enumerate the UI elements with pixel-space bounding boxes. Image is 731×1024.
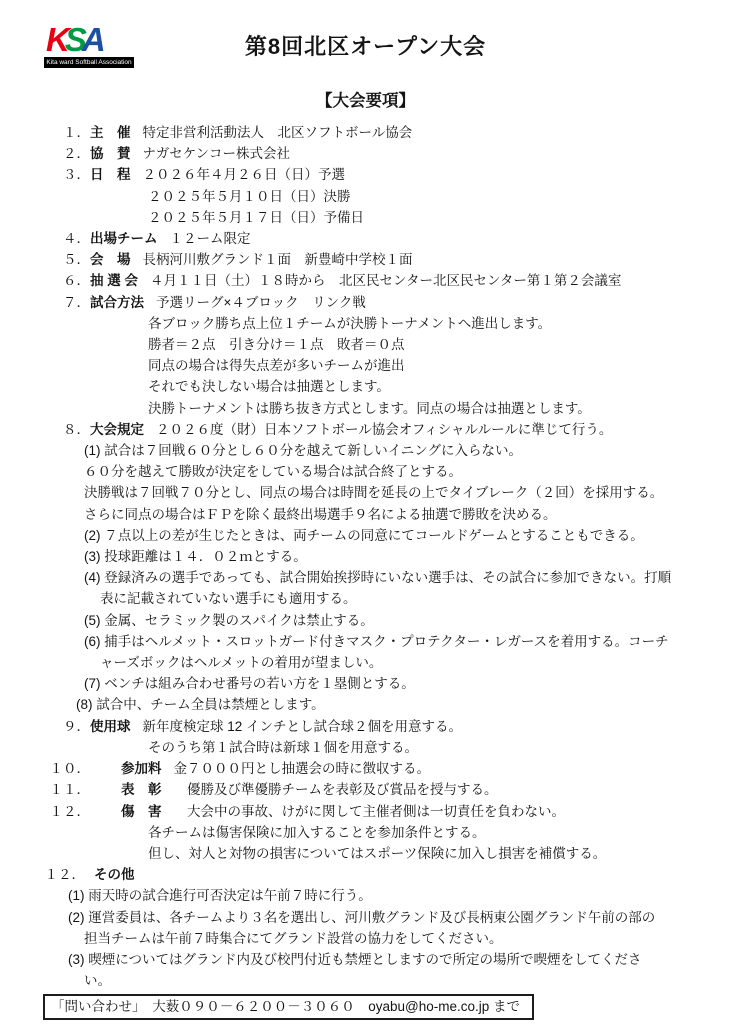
item-text: 特定非営利活動法人 北区ソフトボール協会 <box>142 125 413 140</box>
item-12-injury <box>0 801 731 822</box>
rule-7 <box>0 673 731 694</box>
item-label: 試合方法 <box>90 294 144 310</box>
page-title: 第8回北区オープン大会 <box>244 34 487 59</box>
item-7-method-line-5 <box>0 376 731 397</box>
logo-letters <box>44 21 134 58</box>
item-text: (4) 登録済みの選手であっても、試合開始挨拶時にいない選手は、その試合に参加できない。打順 <box>84 570 672 586</box>
item-7-method-line-4 <box>0 355 731 376</box>
item-number: １０． <box>49 761 90 777</box>
item-6-lottery <box>0 270 731 291</box>
logo-letter-s: S <box>64 21 82 58</box>
item-text: 表に記載されていない選手にも適用する。 <box>100 591 357 607</box>
rule-1-line-2 <box>0 461 731 482</box>
item-number: １． <box>63 125 90 140</box>
item-9-ball-line-2 <box>0 737 731 758</box>
item-number: ２． <box>63 146 90 162</box>
item-text: ６０分を越えて勝敗が決定をしている場合は試合終了とする。 <box>84 464 462 480</box>
item-text: 勝者＝２点 引き分け＝１点 敗者＝０点 <box>148 337 405 353</box>
item-text: ナガセケンコー株式会社 <box>142 146 291 162</box>
rule-4 <box>0 567 731 588</box>
item-text: ４月１１日（土）１８時から 北区民センター北区民センター第１第２会議室 <box>150 273 622 289</box>
item-11-awards <box>0 779 731 800</box>
item-1-organizer <box>0 122 731 143</box>
ksa-logo <box>44 21 134 68</box>
item-text: ２０２６度（財）日本ソフトボール協会オフィシャルルールに準じて行う。 <box>156 421 613 437</box>
rule-4-line-2 <box>0 588 731 609</box>
item-3-schedule-line-2 <box>0 186 731 207</box>
item-label: 抽 選 会 <box>90 273 139 289</box>
rule-8 <box>0 694 731 715</box>
item-label: 会 場 <box>90 252 131 268</box>
other-3-line-2 <box>0 970 731 991</box>
item-number: ７． <box>63 294 90 310</box>
other-3 <box>0 949 731 970</box>
item-text: (1) 雨天時の試合進行可否決定は午前７時に行う。 <box>68 888 372 904</box>
item-text: (3) 投球距離は１４．０２ｍとする。 <box>84 549 307 565</box>
item-number: ４． <box>63 231 90 247</box>
item-number: １１． <box>49 782 90 798</box>
item-7-method-line-6 <box>0 398 731 419</box>
item-text: 担当チームは午前７時集合にてグランド設営の協力をしてください。 <box>84 930 503 946</box>
item-7-method-line-2 <box>0 313 731 334</box>
item-text: 大会中の事故、けがに関して主催者側は一切責任を負わない。 <box>173 803 565 819</box>
item-text: ２０２５年５月１０日（日）決勝 <box>148 188 351 204</box>
item-text: 但し、対人と対物の損害についてはスポーツ保険に加入し損害を補償する。 <box>148 845 607 861</box>
item-text: (2) 運営委員は、各チームより３名を選出し、河川敷グランド及び長柄東公園グランド午前の部の <box>68 909 656 925</box>
item-7-method <box>0 292 731 313</box>
item-text: (1) 試合は７回戦６０分とし６０分を越えて新しいイニングに入らない。 <box>84 443 522 459</box>
contact-box: 「問い合わせ」 大薮０９０－６２００－３０６０ oyabu@ho-me.co.jp まで <box>43 994 534 1020</box>
item-5-venue <box>0 249 731 270</box>
item-text: それでも決しない場合は抽選とします。 <box>148 379 390 395</box>
rule-1-line-4 <box>0 504 731 525</box>
item-text: 決勝戦は７回戦７０分とし、同点の場合は時間を延長の上でタイブレーク（２回）を採用する。 <box>84 485 664 501</box>
rule-1-line-3 <box>0 482 731 503</box>
item-number: ５． <box>63 252 90 268</box>
item-9-ball <box>0 716 731 737</box>
item-number: ８． <box>63 421 90 437</box>
item-number: ６． <box>63 273 90 289</box>
item-text: ２０２６年４月２６日（日）予選 <box>142 167 345 183</box>
item-text: 予選リーグ×４ブロック リンク戦 <box>156 294 366 310</box>
item-text: 金７０００円とし抽選会の時に徴収する。 <box>173 761 430 777</box>
item-10-fee <box>0 758 731 779</box>
item-3-schedule-line-3 <box>0 207 731 228</box>
logo-letter-k: K <box>46 21 65 58</box>
item-text: (5) 金属、セラミック製のスパイクは禁止する。 <box>84 612 374 628</box>
item-label: 日 程 <box>90 167 131 183</box>
item-12-injury-line-3 <box>0 843 731 864</box>
item-text: ２０２５年５月１７日（日）予備日 <box>148 209 364 225</box>
item-label: 傷 害 <box>121 803 162 819</box>
item-number: ３． <box>63 167 90 183</box>
rule-3 <box>0 546 731 567</box>
item-text: (2) ７点以上の差が生じたときは、両チームの同意にてコールドゲームとすることもできる。 <box>84 527 644 543</box>
item-text: 新年度検定球 12 インチとし試合球２個を用意する。 <box>142 718 463 734</box>
item-label: 出場チーム <box>90 231 158 247</box>
item-label: 大会規定 <box>90 421 144 437</box>
item-text: 優勝及び準優勝チームを表彰及び賞品を授与する。 <box>173 782 498 798</box>
logo-caption: Kita ward Softball Association <box>44 57 134 68</box>
item-text: ャーズボックはヘルメットの着用が望ましい。 <box>100 655 383 671</box>
item-number: ９． <box>63 718 90 734</box>
item-text: 各ブロック勝ち点上位１チームが決勝トーナメントへ進出します。 <box>148 315 552 331</box>
other-2 <box>0 907 731 928</box>
item-text: 各チームは傷害保険に加入することを参加条件とする。 <box>148 824 486 840</box>
item-label: 参加料 <box>121 761 162 777</box>
logo-letter-a: A <box>81 21 101 58</box>
other-2-line-2 <box>0 928 731 949</box>
item-text: (3) 喫煙についてはグランド内及び校門付近も禁煙としますので所定の場所で喫煙をしてくださ <box>68 951 642 967</box>
item-label: 協 賛 <box>90 146 131 162</box>
item-8-rules <box>0 419 731 440</box>
rule-5 <box>0 610 731 631</box>
rule-2 <box>0 525 731 546</box>
item-3-schedule <box>0 164 731 185</box>
item-label: 使用球 <box>90 718 131 734</box>
item-text: い。 <box>84 973 111 989</box>
rule-6-line-2 <box>0 652 731 673</box>
item-text: そのうち第１試合時は新球１個を用意する。 <box>148 739 418 755</box>
item-text: (6) 捕手はヘルメット・スロットガード付きマスク・プロテクター・レガースを着用する。コーチ <box>84 633 669 649</box>
item-2-sponsor <box>0 143 731 164</box>
item-text: (7) ベンチは組み合わせ番号の若い方を１塁側とする。 <box>84 676 415 692</box>
rule-1 <box>0 440 731 461</box>
item-12-other <box>0 864 731 885</box>
item-text: さらに同点の場合はＦＰを除く最終出場選手９名による抽選で勝敗を決める。 <box>84 506 557 522</box>
item-text: １２ーム限定 <box>169 231 251 247</box>
document-body <box>0 122 731 991</box>
item-text: 決勝トーナメントは勝ち抜き方式とします。同点の場合は抽選とします。 <box>148 400 591 416</box>
rule-6 <box>0 631 731 652</box>
item-text: 長柄河川敷グランド１面 新豊崎中学校１面 <box>142 252 413 268</box>
item-label: その他 <box>94 867 135 883</box>
other-1 <box>0 885 731 906</box>
item-label: 表 彰 <box>121 782 162 798</box>
item-number: １２． <box>49 803 90 819</box>
page-subtitle: 【大会要項】 <box>316 92 415 110</box>
item-text: (8) 試合中、チーム全員は禁煙とします。 <box>76 697 325 713</box>
item-7-method-line-3 <box>0 334 731 355</box>
item-12-injury-line-2 <box>0 822 731 843</box>
item-label: 主 催 <box>90 125 131 140</box>
item-4-teams <box>0 228 731 249</box>
item-number: １２． <box>44 867 85 883</box>
item-text: 同点の場合は得失点差が多いチームが進出 <box>148 358 405 374</box>
